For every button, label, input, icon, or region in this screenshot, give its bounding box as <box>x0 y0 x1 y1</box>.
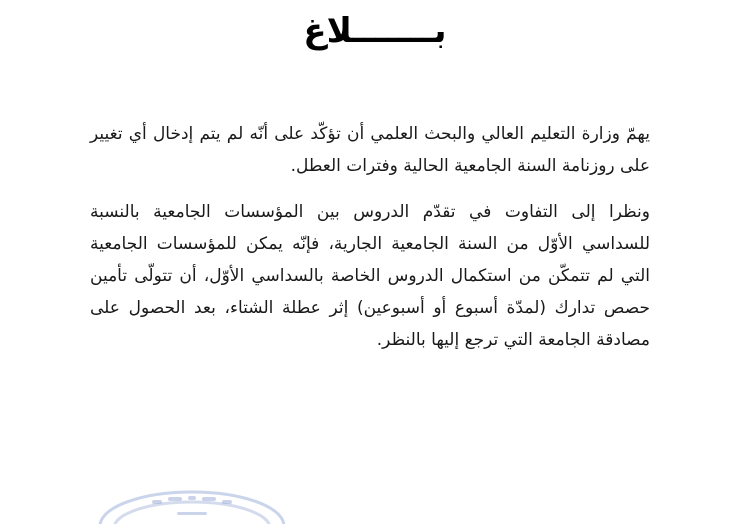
official-stamp <box>92 484 292 524</box>
title-text: بـــــــلاغ <box>303 11 447 51</box>
paragraph-2: ونظرا إلى التفاوت في تقدّم الدروس بين المؤسسات الجامعية بالنسبة للسداسي الأوّل من السنة الجامعية الجارية، فإنّه يمكن للمؤسسات الجامعية التي لم تتمكّن من استكمال الدروس الخاصة بالسداسي الأوّل، أن تتولّى تأمين حصص تدارك (لمدّة أسبوع أو أسبوعين) إثر عطلة الشتاء، بعد الحصول على مصادقة الجامعة التي ترجع إليها بالنظر. <box>90 202 650 350</box>
document-title <box>0 6 750 56</box>
stamp-marks <box>152 496 232 515</box>
document-body <box>90 118 650 356</box>
paragraph-1: يهمّ وزارة التعليم العالي والبحث العلمي أن تؤكّد على أنّه لم يتم إدخال أي تغيير على روزنامة السنة الجامعية الحالية وفترات العطل. <box>90 124 650 176</box>
